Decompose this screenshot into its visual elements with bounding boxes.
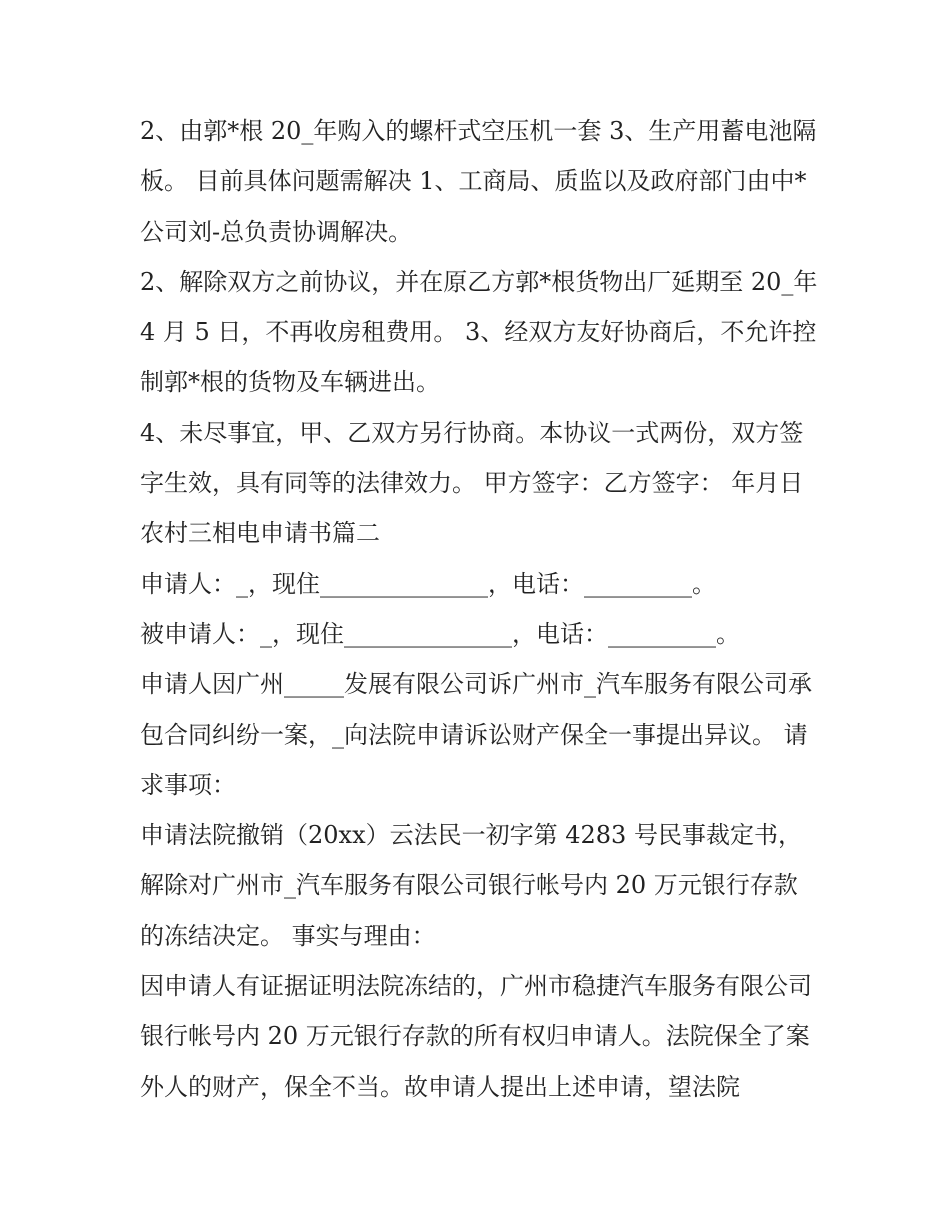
paragraph-facts-reasons: 因申请人有证据证明法院冻结的，广州市稳捷汽车服务有限公司银行帐号内 20 万元银行存款的所有权归申请人。法院保全了案外人的财产，保全不当。故申请人提出上述申请，望法院	[140, 972, 812, 1101]
paragraph-agreement-items: 2、由郭*根 20_年购入的螺杆式空压机一套 3、生产用蓄电池隔板。 目前具体问题需解决 1、工商局、质监以及政府部门由中*公司刘-总负责协调解决。	[140, 117, 817, 246]
paragraph-respondent: 被申请人：_，现住______________，电话：_________。	[140, 619, 740, 648]
paragraph-objection: 申请人因广州_____发展有限公司诉广州市_汽车服务有限公司承包合同纠纷一案，_向法院申请诉讼财产保全一事提出异议。 请求事项：	[140, 670, 812, 799]
paragraph-request: 申请法院撤销（20xx）云法民一初字第 4283 号民事裁定书，解除对广州市_汽车服务有限公司银行帐号内 20 万元银行存款的冻结决定。 事实与理由：	[140, 821, 802, 950]
paragraph-cancel-agreement: 2、解除双方之前协议，并在原乙方郭*根货物出厂延期至 20_年 4 月 5 日，不再收房租费用。 3、经双方友好协商后，不允许控制郭*根的货物及车辆进出。	[140, 267, 818, 397]
paragraph-applicant: 申请人：_，现住______________，电话：_________。	[140, 569, 716, 598]
paragraph-signatures: 4、未尽事宜，甲、乙双方另行协商。本协议一式两份，双方签字生效，具有同等的法律效力。 甲方签字：乙方签字： 年月日 农村三相电申请书篇二	[140, 418, 804, 548]
document-body	[140, 106, 820, 1112]
